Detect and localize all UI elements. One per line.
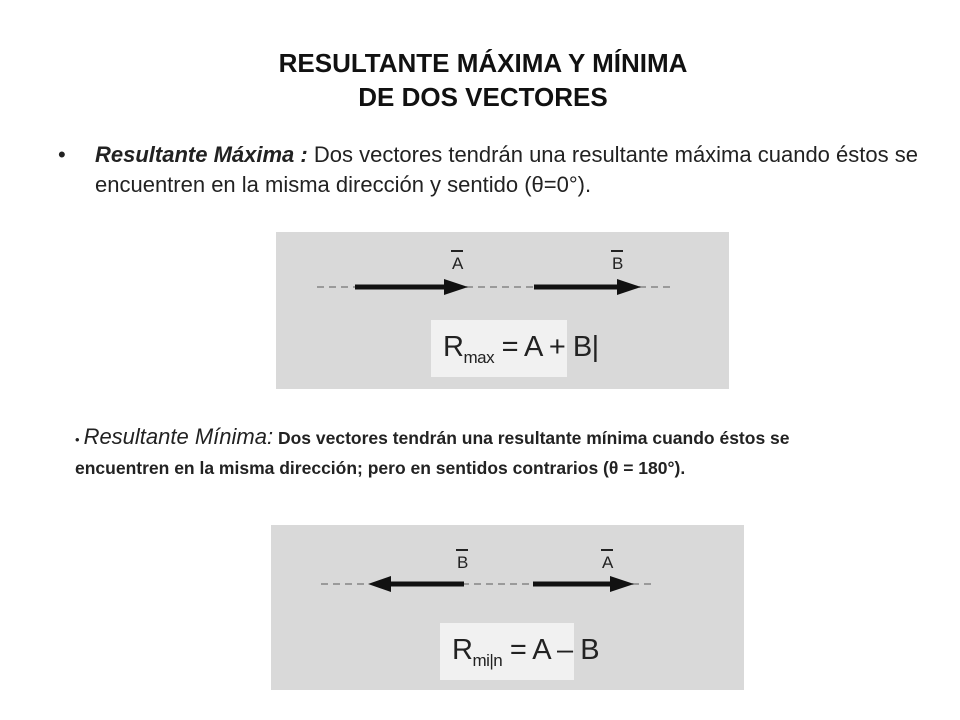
bullet-dot: • (58, 142, 66, 167)
vector-b-arrowhead (368, 576, 391, 592)
vector-b-label: B (612, 254, 623, 274)
slide-title (0, 46, 960, 114)
vector-a-label: A (602, 553, 613, 573)
min-vector-figure (271, 525, 744, 690)
min-resultant-lead: Resultante Mínima: (83, 424, 274, 449)
vector-a-arrowhead (610, 576, 634, 592)
min-equation-box: $R_{mi|n} = A - B$ (440, 623, 574, 680)
vector-a-label: A (452, 254, 463, 274)
min-resultant-description: Dos vectores tendrán una resultante mínima cuando éstos se encuentren en la misma dirección; pero en sentidos contrarios (θ = 180°). (75, 428, 790, 478)
vector-a-arrowhead (444, 279, 468, 295)
max-vector-figure (276, 232, 729, 389)
max-resultant-text (95, 140, 935, 200)
vector-b-label: B (457, 553, 468, 573)
max-resultant-lead: Resultante Máxima : (95, 142, 308, 167)
vector-b-arrowhead (617, 279, 641, 295)
max-equation-box: $R_{max} = A + B|$ (431, 320, 567, 377)
bullet-dot: • (75, 432, 80, 447)
max-resultant-description: Dos vectores tendrán una resultante máxima cuando éstos se encuentren en la misma dirección y sentido (θ=0°). (95, 142, 918, 197)
min-resultant-bullet (75, 422, 875, 483)
title-line-2: DE DOS VECTORES (358, 82, 608, 112)
title-line-1: RESULTANTE MÁXIMA Y MÍNIMA (278, 48, 688, 78)
